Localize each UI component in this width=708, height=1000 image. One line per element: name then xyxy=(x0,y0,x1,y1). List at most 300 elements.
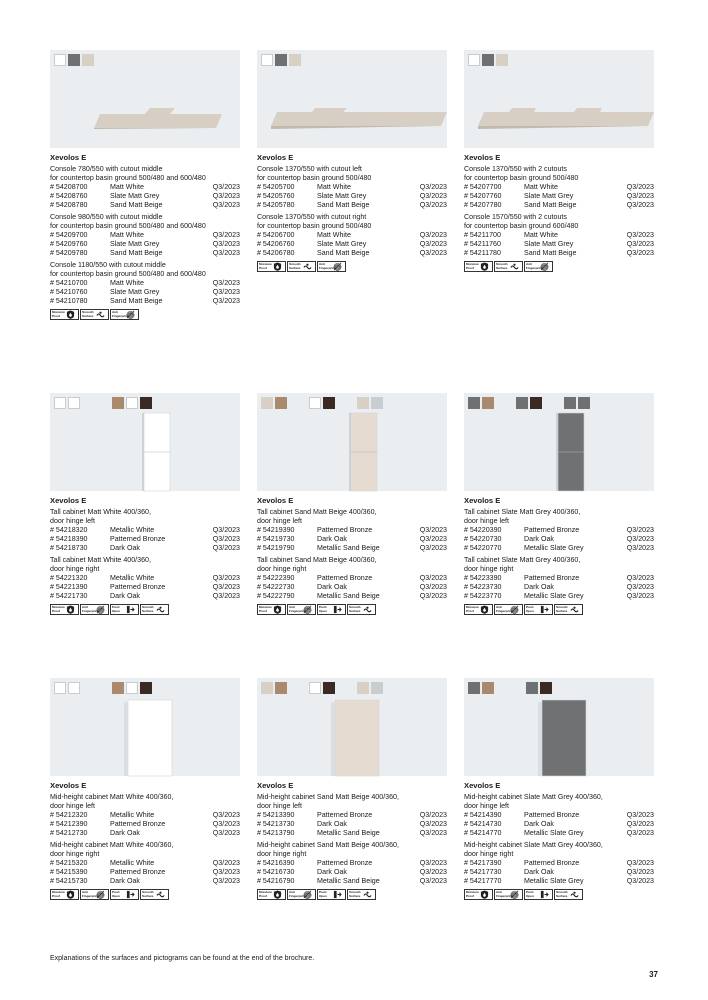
product-description: for countertop basin ground 500/480 and 600/480 xyxy=(50,174,206,182)
release-date: Q3/2023 xyxy=(419,192,447,200)
product-description: Console 1370/550 with cutout left xyxy=(257,165,362,173)
fingerprint-pictogram xyxy=(80,889,109,900)
article-row xyxy=(50,183,240,192)
pictogram-label: Smooth Surface xyxy=(349,605,361,613)
release-date: Q3/2023 xyxy=(212,535,240,543)
smooth-pictogram xyxy=(494,261,523,272)
release-date: Q3/2023 xyxy=(212,297,240,305)
product-description: door hinge right xyxy=(257,850,307,858)
finish-name: Metallic Slate Grey xyxy=(524,877,584,885)
smooth-pictogram xyxy=(347,604,376,615)
smooth-icon xyxy=(510,262,519,271)
pictogram-label: Anti Fingerprint xyxy=(496,890,513,898)
article-row xyxy=(464,868,654,877)
series-title: Xevolos E xyxy=(50,781,87,790)
release-date: Q3/2023 xyxy=(212,820,240,828)
smooth-icon xyxy=(363,890,372,899)
pictogram-label: Moisture Proof xyxy=(52,605,65,613)
series-title: Xevolos E xyxy=(257,153,294,162)
product-description: Console 1180/550 with cutout middle xyxy=(50,261,166,269)
release-date: Q3/2023 xyxy=(626,535,654,543)
release-date: Q3/2023 xyxy=(626,820,654,828)
article-row xyxy=(257,859,447,868)
finish-name: Patterned Bronze xyxy=(317,526,373,534)
release-date: Q3/2023 xyxy=(419,829,447,837)
release-date: Q3/2023 xyxy=(626,544,654,552)
product-description: Tall cabinet Slate Matt Grey 400/360, xyxy=(464,556,581,564)
release-date: Q3/2023 xyxy=(626,877,654,885)
product-group xyxy=(257,213,447,258)
color-swatch xyxy=(468,682,480,694)
article-number: # 54211760 xyxy=(464,240,501,248)
article-number: # 54215320 xyxy=(50,859,88,867)
fingerprint-pictogram xyxy=(494,889,523,900)
release-date: Q3/2023 xyxy=(626,201,654,209)
product-card xyxy=(464,678,654,900)
article-row xyxy=(257,183,447,192)
article-number: # 54221390 xyxy=(50,583,88,591)
article-number: # 54206780 xyxy=(257,249,295,257)
series-title: Xevolos E xyxy=(464,153,501,162)
finish-name: Slate Matt Grey xyxy=(524,192,574,200)
smooth-pictogram xyxy=(140,604,169,615)
article-row xyxy=(464,249,654,258)
finish-name: Patterned Bronze xyxy=(110,820,166,828)
moisture-icon xyxy=(480,262,489,271)
product-image-panel xyxy=(464,678,654,776)
moisture-icon xyxy=(66,890,75,899)
article-row xyxy=(257,544,447,553)
article-number: # 54212390 xyxy=(50,820,88,828)
finish-name: Slate Matt Grey xyxy=(110,240,160,248)
finish-name: Sand Matt Beige xyxy=(524,249,577,257)
smooth-pictogram xyxy=(140,889,169,900)
color-swatch xyxy=(564,397,576,409)
article-row xyxy=(257,820,447,829)
article-number: # 54219390 xyxy=(257,526,295,534)
release-date: Q3/2023 xyxy=(419,592,447,600)
article-number: # 54209780 xyxy=(50,249,88,257)
push-pictogram xyxy=(317,889,346,900)
finish-name: Slate Matt Grey xyxy=(110,288,160,296)
product-image-panel xyxy=(50,50,240,148)
release-date: Q3/2023 xyxy=(626,868,654,876)
article-row xyxy=(50,288,240,297)
color-swatch xyxy=(261,682,273,694)
finish-name: Dark Oak xyxy=(317,820,347,828)
finish-name: Patterned Bronze xyxy=(317,859,373,867)
article-number: # 54213790 xyxy=(257,829,295,837)
release-date: Q3/2023 xyxy=(419,526,447,534)
product-description: door hinge right xyxy=(464,565,514,573)
moisture-icon xyxy=(480,890,489,899)
color-swatch xyxy=(54,397,66,409)
finish-name: Dark Oak xyxy=(524,535,554,543)
finish-name: Patterned Bronze xyxy=(317,811,373,819)
finish-name: Slate Matt Grey xyxy=(317,192,367,200)
article-row xyxy=(50,231,240,240)
article-row xyxy=(257,811,447,820)
article-number: # 54210760 xyxy=(50,288,88,296)
color-swatch xyxy=(323,397,335,409)
smooth-icon xyxy=(570,605,579,614)
release-date: Q3/2023 xyxy=(626,526,654,534)
article-row xyxy=(50,535,240,544)
release-date: Q3/2023 xyxy=(212,249,240,257)
product-image-panel xyxy=(50,678,240,776)
pictogram-label: Anti Fingerprint xyxy=(82,605,99,613)
article-row xyxy=(464,526,654,535)
product-description: door hinge left xyxy=(257,802,302,810)
article-row xyxy=(50,279,240,288)
product-image-panel xyxy=(257,678,447,776)
finish-name: Metallic White xyxy=(110,859,155,867)
finish-name: Metallic Slate Grey xyxy=(524,544,584,552)
article-row xyxy=(50,240,240,249)
finish-name: Metallic Slate Grey xyxy=(524,592,584,600)
color-swatch xyxy=(496,54,508,66)
product-card xyxy=(464,393,654,615)
finish-name: Matt White xyxy=(110,279,144,287)
product-description: Mid-height cabinet Slate Matt Grey 400/360, xyxy=(464,793,603,801)
fingerprint-pictogram xyxy=(524,261,553,272)
release-date: Q3/2023 xyxy=(419,231,447,239)
release-date: Q3/2023 xyxy=(626,231,654,239)
moisture-pictogram xyxy=(50,604,79,615)
article-row xyxy=(257,574,447,583)
article-number: # 54218390 xyxy=(50,535,88,543)
push-pictogram xyxy=(317,604,346,615)
article-number: # 54210700 xyxy=(50,279,88,287)
pictogram-label: Smooth Surface xyxy=(289,262,301,270)
article-row xyxy=(257,201,447,210)
color-swatch xyxy=(275,54,287,66)
pictogram-row xyxy=(50,889,240,900)
product-image-panel xyxy=(257,50,447,148)
color-swatch xyxy=(357,682,369,694)
pictogram-label: Push Open xyxy=(319,890,327,898)
product-description: for countertop basin ground 500/480 and 600/480 xyxy=(50,270,206,278)
release-date: Q3/2023 xyxy=(419,859,447,867)
article-row xyxy=(257,249,447,258)
product-group xyxy=(50,841,240,886)
article-number: # 54220390 xyxy=(464,526,502,534)
finish-name: Patterned Bronze xyxy=(524,526,580,534)
color-swatch xyxy=(275,682,287,694)
smooth-icon xyxy=(96,310,105,319)
fingerprint-icon xyxy=(96,605,105,614)
color-swatch xyxy=(68,54,80,66)
product-group xyxy=(464,556,654,601)
release-date: Q3/2023 xyxy=(212,231,240,239)
product-card xyxy=(464,50,654,272)
product-description: door hinge left xyxy=(464,517,509,525)
article-number: # 54213390 xyxy=(257,811,295,819)
color-swatch xyxy=(323,682,335,694)
color-swatch xyxy=(54,682,66,694)
moisture-icon xyxy=(66,605,75,614)
color-swatch xyxy=(540,682,552,694)
article-row xyxy=(50,829,240,838)
finish-name: Matt White xyxy=(110,183,144,191)
push-pictogram xyxy=(524,604,553,615)
article-number: # 54205780 xyxy=(257,201,295,209)
color-swatch xyxy=(482,682,494,694)
finish-name: Dark Oak xyxy=(317,535,347,543)
pictogram-label: Anti Fingerprint xyxy=(82,890,99,898)
article-row xyxy=(257,192,447,201)
product-description: door hinge left xyxy=(257,517,302,525)
release-date: Q3/2023 xyxy=(626,859,654,867)
product-group xyxy=(257,508,447,553)
pictogram-label: Anti Fingerprint xyxy=(289,890,306,898)
release-date: Q3/2023 xyxy=(212,574,240,582)
pictogram-label: Smooth Surface xyxy=(349,890,361,898)
article-row xyxy=(50,877,240,886)
article-row xyxy=(464,583,654,592)
product-group xyxy=(50,165,240,210)
article-number: # 54206700 xyxy=(257,231,295,239)
finish-name: Metallic White xyxy=(110,811,155,819)
moisture-pictogram xyxy=(257,889,286,900)
article-row xyxy=(464,183,654,192)
series-title: Xevolos E xyxy=(50,496,87,505)
release-date: Q3/2023 xyxy=(419,574,447,582)
article-number: # 54208700 xyxy=(50,183,88,191)
release-date: Q3/2023 xyxy=(419,535,447,543)
finish-name: Sand Matt Beige xyxy=(317,201,370,209)
finish-name: Matt White xyxy=(524,231,558,239)
finish-name: Dark Oak xyxy=(110,592,140,600)
pictogram-label: Push Open xyxy=(526,890,534,898)
release-date: Q3/2023 xyxy=(626,811,654,819)
finish-name: Metallic Sand Beige xyxy=(317,829,380,837)
article-row xyxy=(257,592,447,601)
product-group xyxy=(464,793,654,838)
finish-name: Metallic Sand Beige xyxy=(317,877,380,885)
release-date: Q3/2023 xyxy=(626,249,654,257)
series-title: Xevolos E xyxy=(50,153,87,162)
color-swatch xyxy=(261,397,273,409)
article-number: # 54208760 xyxy=(50,192,88,200)
release-date: Q3/2023 xyxy=(212,811,240,819)
article-row xyxy=(257,526,447,535)
release-date: Q3/2023 xyxy=(419,201,447,209)
article-number: # 54220770 xyxy=(464,544,502,552)
smooth-pictogram xyxy=(554,604,583,615)
article-number: # 54214730 xyxy=(464,820,502,828)
product-group xyxy=(464,508,654,553)
article-row xyxy=(464,240,654,249)
finish-name: Matt White xyxy=(110,231,144,239)
color-swatch xyxy=(371,682,383,694)
release-date: Q3/2023 xyxy=(419,820,447,828)
finish-name: Patterned Bronze xyxy=(524,811,580,819)
finish-name: Slate Matt Grey xyxy=(110,192,160,200)
article-row xyxy=(50,859,240,868)
series-title: Xevolos E xyxy=(464,496,501,505)
product-card xyxy=(50,50,240,320)
smooth-icon xyxy=(156,890,165,899)
moisture-pictogram xyxy=(464,261,493,272)
product-description: Console 980/550 with cutout middle xyxy=(50,213,163,221)
product-description: Tall cabinet Matt White 400/360, xyxy=(50,556,151,564)
article-number: # 54209700 xyxy=(50,231,88,239)
release-date: Q3/2023 xyxy=(419,544,447,552)
color-swatch xyxy=(126,397,138,409)
article-row xyxy=(464,201,654,210)
product-group xyxy=(257,556,447,601)
push-icon xyxy=(333,605,342,614)
finish-name: Sand Matt Beige xyxy=(524,201,577,209)
product-description: Tall cabinet Matt White 400/360, xyxy=(50,508,151,516)
moisture-pictogram xyxy=(464,889,493,900)
push-icon xyxy=(540,605,549,614)
article-number: # 54211780 xyxy=(464,249,501,257)
pictogram-row xyxy=(464,889,654,900)
finish-name: Metallic White xyxy=(110,574,155,582)
moisture-icon xyxy=(273,262,282,271)
article-row xyxy=(464,535,654,544)
article-row xyxy=(50,249,240,258)
product-group xyxy=(50,213,240,258)
article-number: # 54223730 xyxy=(464,583,502,591)
article-row xyxy=(50,192,240,201)
pictogram-label: Moisture Proof xyxy=(466,605,479,613)
finish-name: Metallic Sand Beige xyxy=(317,544,380,552)
release-date: Q3/2023 xyxy=(419,877,447,885)
finish-name: Patterned Bronze xyxy=(524,859,580,867)
article-number: # 54214390 xyxy=(464,811,502,819)
release-date: Q3/2023 xyxy=(212,526,240,534)
pictogram-label: Anti Fingerprint xyxy=(496,605,513,613)
product-image-panel xyxy=(50,393,240,491)
smooth-pictogram xyxy=(287,261,316,272)
release-date: Q3/2023 xyxy=(626,183,654,191)
article-number: # 54212730 xyxy=(50,829,88,837)
product-description: door hinge left xyxy=(464,802,509,810)
pictogram-row xyxy=(257,261,447,272)
finish-name: Sand Matt Beige xyxy=(317,249,370,257)
pictogram-row xyxy=(50,604,240,615)
pictogram-row xyxy=(464,604,654,615)
article-number: # 54206760 xyxy=(257,240,295,248)
color-swatch xyxy=(530,397,542,409)
pictogram-label: Moisture Proof xyxy=(52,890,65,898)
moisture-icon xyxy=(273,890,282,899)
article-number: # 54218730 xyxy=(50,544,88,552)
article-row xyxy=(257,583,447,592)
pictogram-row xyxy=(257,889,447,900)
article-number: # 54208780 xyxy=(50,201,88,209)
moisture-icon xyxy=(480,605,489,614)
product-image-panel xyxy=(464,50,654,148)
release-date: Q3/2023 xyxy=(419,868,447,876)
article-row xyxy=(50,544,240,553)
product-description: Mid-height cabinet Matt White 400/360, xyxy=(50,841,174,849)
product-description: door hinge right xyxy=(50,565,100,573)
release-date: Q3/2023 xyxy=(212,279,240,287)
product-description: Tall cabinet Sand Matt Beige 400/360, xyxy=(257,508,377,516)
release-date: Q3/2023 xyxy=(626,192,654,200)
moisture-pictogram xyxy=(50,309,79,320)
pictogram-label: Smooth Surface xyxy=(142,890,154,898)
release-date: Q3/2023 xyxy=(212,583,240,591)
release-date: Q3/2023 xyxy=(419,583,447,591)
article-row xyxy=(50,592,240,601)
finish-name: Slate Matt Grey xyxy=(317,240,367,248)
color-swatch xyxy=(140,397,152,409)
article-row xyxy=(50,297,240,306)
article-row xyxy=(464,574,654,583)
smooth-icon xyxy=(363,605,372,614)
series-title: Xevolos E xyxy=(464,781,501,790)
release-date: Q3/2023 xyxy=(212,877,240,885)
article-number: # 54223770 xyxy=(464,592,502,600)
moisture-pictogram xyxy=(464,604,493,615)
article-number: # 54218320 xyxy=(50,526,88,534)
finish-name: Patterned Bronze xyxy=(524,574,580,582)
release-date: Q3/2023 xyxy=(212,544,240,552)
fingerprint-pictogram xyxy=(494,604,523,615)
smooth-icon xyxy=(156,605,165,614)
finish-name: Dark Oak xyxy=(524,820,554,828)
push-icon xyxy=(126,605,135,614)
article-row xyxy=(50,811,240,820)
article-row xyxy=(50,583,240,592)
product-description: for countertop basin ground 500/480 xyxy=(464,174,579,182)
product-group xyxy=(257,165,447,210)
pictogram-label: Smooth Surface xyxy=(496,262,508,270)
push-pictogram xyxy=(110,604,139,615)
release-date: Q3/2023 xyxy=(212,592,240,600)
release-date: Q3/2023 xyxy=(212,288,240,296)
article-number: # 54209760 xyxy=(50,240,88,248)
moisture-icon xyxy=(66,310,75,319)
product-group xyxy=(50,793,240,838)
article-number: # 54207700 xyxy=(464,183,502,191)
product-description: door hinge left xyxy=(50,517,95,525)
pictogram-row xyxy=(257,604,447,615)
product-description: door hinge right xyxy=(50,850,100,858)
article-number: # 54217390 xyxy=(464,859,502,867)
article-number: # 54207780 xyxy=(464,201,502,209)
pictogram-label: Smooth Surface xyxy=(142,605,154,613)
color-swatch xyxy=(82,54,94,66)
color-swatch xyxy=(126,682,138,694)
pictogram-label: Push Open xyxy=(526,605,534,613)
article-row xyxy=(257,240,447,249)
product-image-panel xyxy=(464,393,654,491)
pictogram-label: Moisture Proof xyxy=(466,890,479,898)
finish-name: Sand Matt Beige xyxy=(110,297,163,305)
release-date: Q3/2023 xyxy=(626,592,654,600)
article-number: # 54217730 xyxy=(464,868,502,876)
pictogram-label: Push Open xyxy=(319,605,327,613)
article-number: # 54222730 xyxy=(257,583,295,591)
pictogram-label: Moisture Proof xyxy=(466,262,479,270)
release-date: Q3/2023 xyxy=(419,811,447,819)
article-number: # 54222790 xyxy=(257,592,295,600)
article-row xyxy=(50,868,240,877)
finish-name: Metallic Sand Beige xyxy=(317,592,380,600)
product-description: Tall cabinet Slate Matt Grey 400/360, xyxy=(464,508,581,516)
finish-name: Dark Oak xyxy=(317,868,347,876)
color-swatch xyxy=(261,54,273,66)
release-date: Q3/2023 xyxy=(419,249,447,257)
product-group xyxy=(50,508,240,553)
finish-name: Dark Oak xyxy=(524,868,554,876)
